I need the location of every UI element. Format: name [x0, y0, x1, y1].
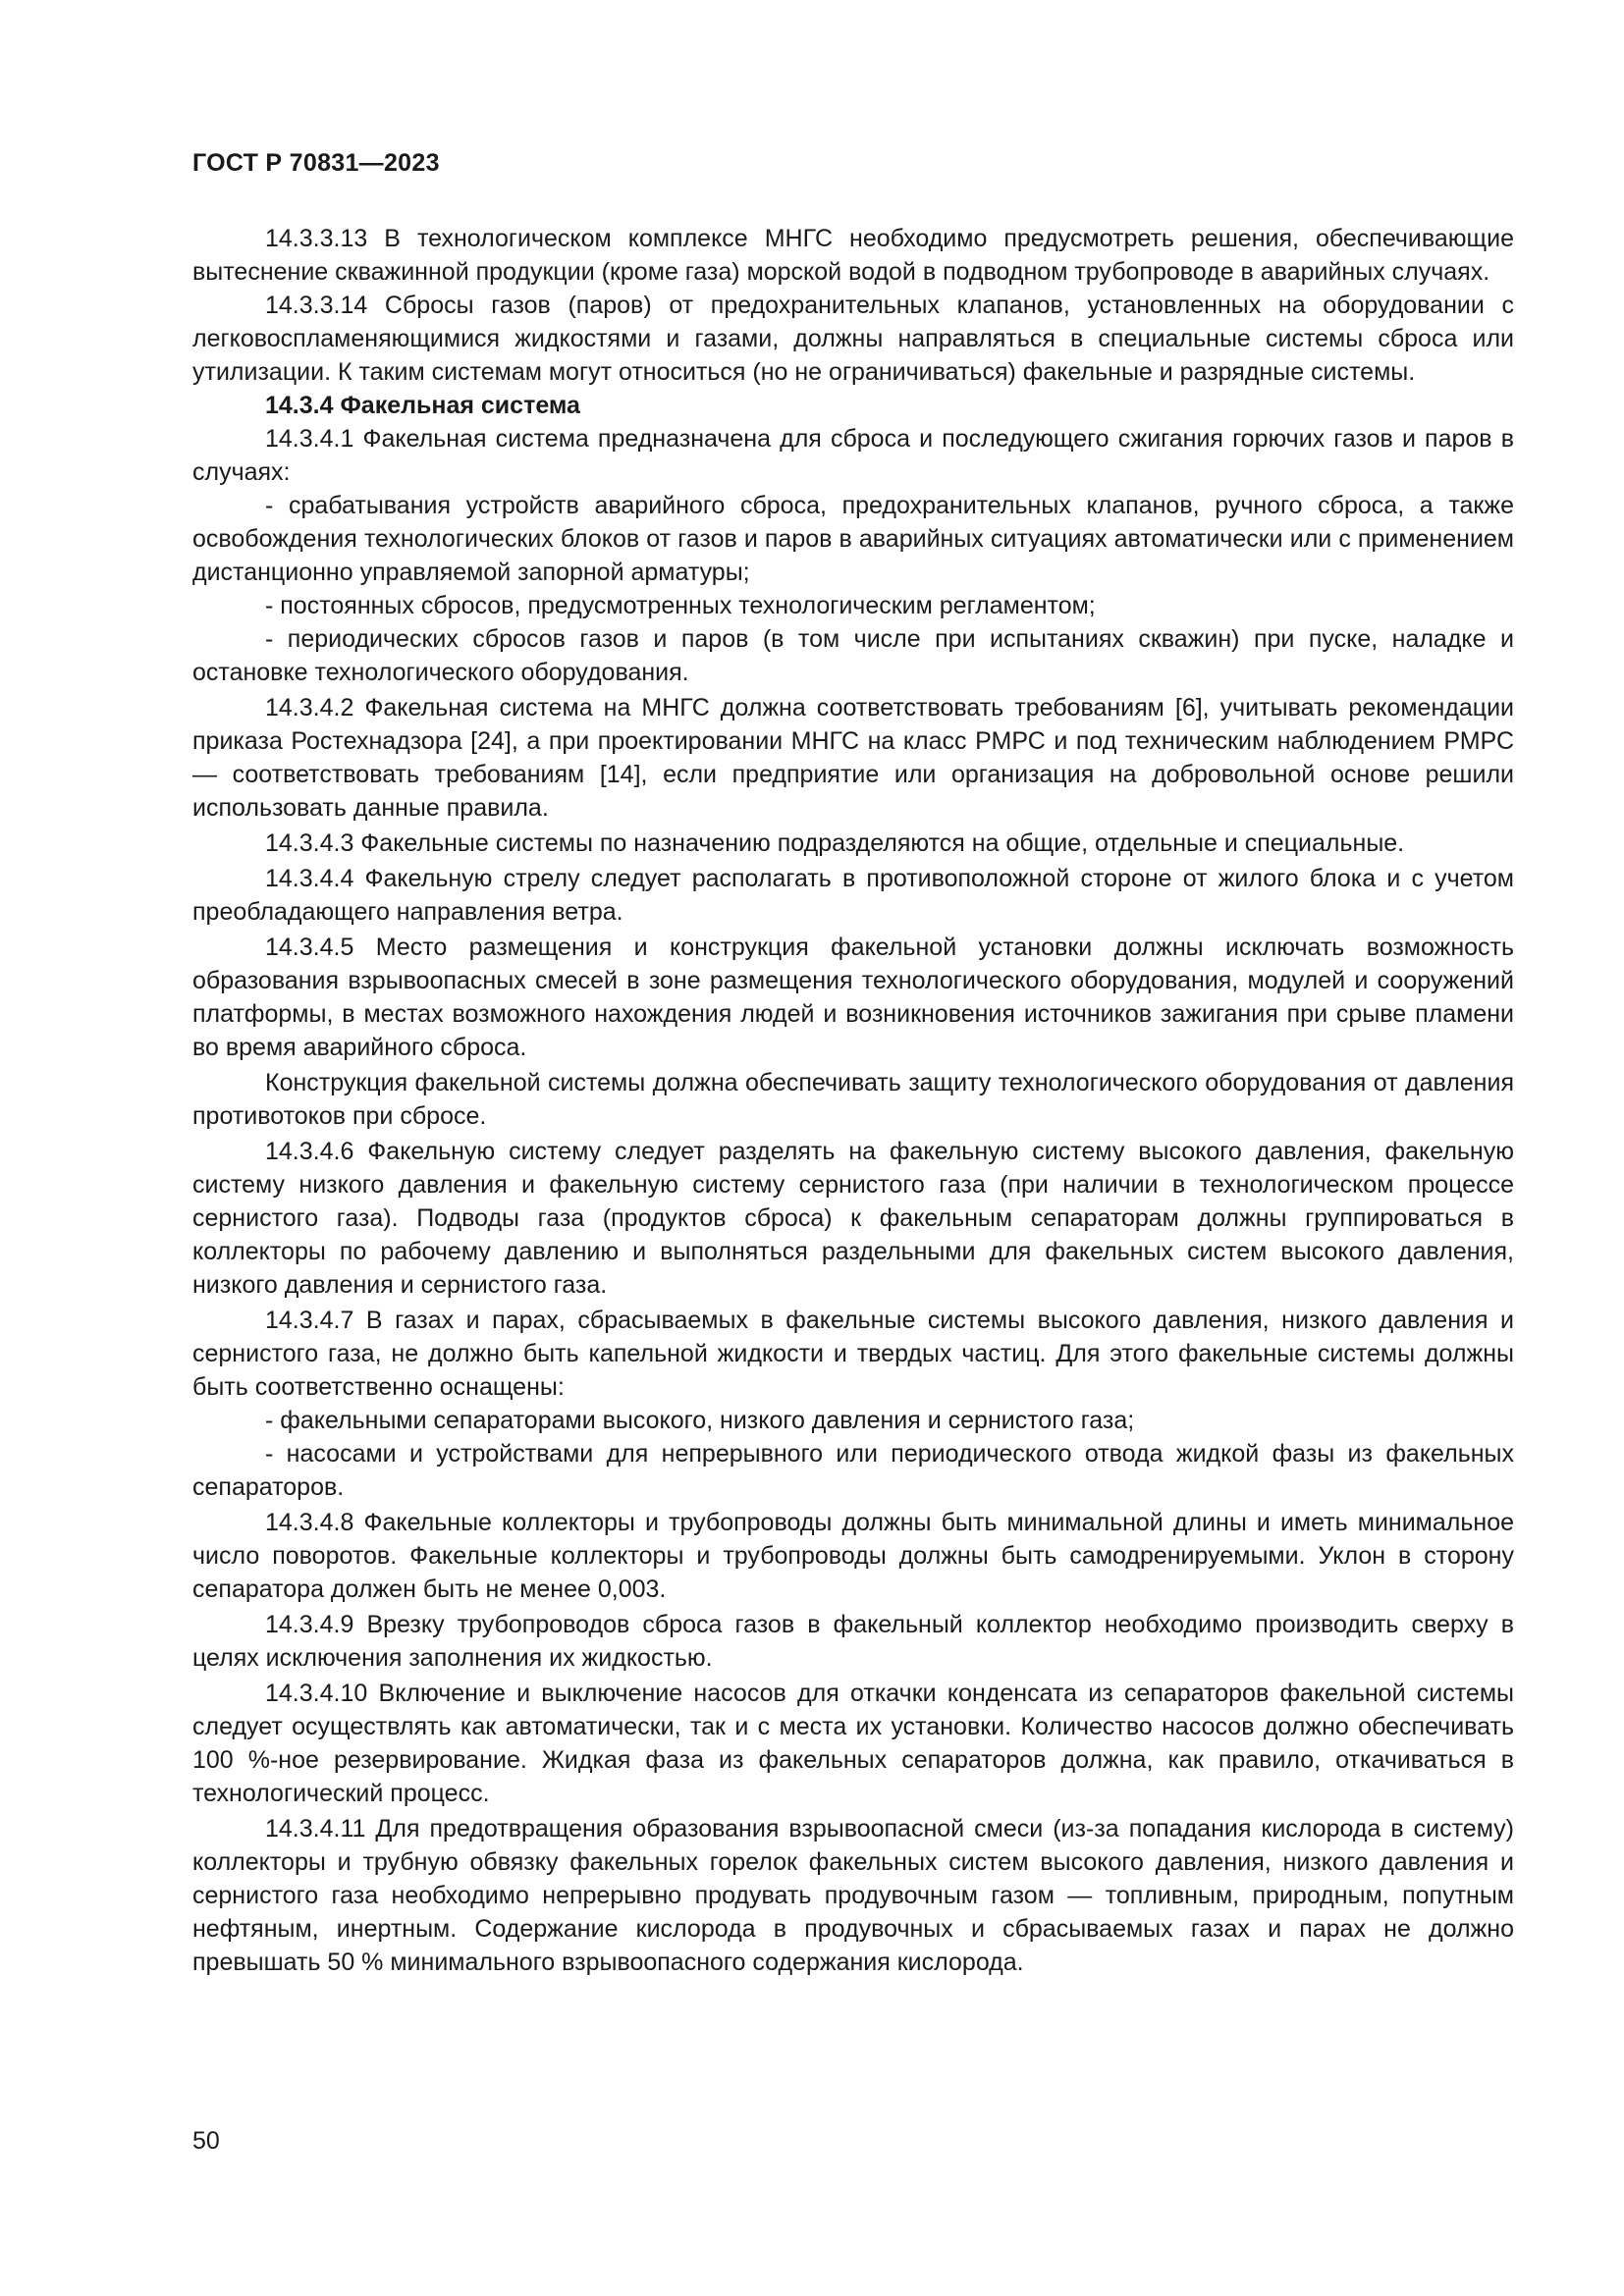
list-item: - факельными сепараторами высокого, низкого давления и сернистого газа; [265, 1407, 1135, 1434]
paragraph-14-3-4-11: 14.3.4.11 Для предотвращения образования взрывоопасной смеси (из-за попадания кислорода в систему) коллекторы и трубную обвязку факельных горелок факельных систем высокого давления, низкого давления и сернистого газа необходимо непрерывно продувать продувочным газом — топливным, природным, попутным нефтяным, инертным. Содержание кислорода в продувочных и сбрасываемых газах и парах не должно превышать 50 % минимального взрывоопасного содержания кислорода. [192, 1815, 1514, 1976]
paragraph-flare-design: Конструкция факельной системы должна обеспечивать защиту технологического оборудования от давления противотоков при сбросе. [192, 1069, 1514, 1130]
paragraph-14-3-4-4: 14.3.4.4 Факельную стрелу следует располагать в противоположной стороне от жилого блока и с учетом преобладающего направления ветра. [192, 865, 1514, 926]
paragraph-14-3-3-14: 14.3.3.14 Сбросы газов (паров) от предохранительных клапанов, установленных на оборудовании с легковоспламеняющимися жидкостями и газами, должны направляться в специальные системы сброса или утилизации. К таким системам могут относиться (но не ограничиваться) факельные и разрядные системы. [192, 292, 1514, 386]
document-body [192, 222, 1514, 1979]
paragraph-14-3-4-7: 14.3.4.7 В газах и парах, сбрасываемых в факельные системы высокого давления, низкого давления и сернистого газа, не должно быть капельной жидкости и твердых частиц. Для этого факельные системы должны быть соответственно оснащены: [192, 1307, 1514, 1401]
paragraph-14-3-4-2: 14.3.4.2 Факельная система на МНГС должна соответствовать требованиям [6], учитывать рекомендации приказа Ростехнадзора [24], а при проектировании МНГС на класс РМРС и под техническим наблюдением РМРС — соответствовать требованиям [14], если предприятие или организация на добровольной основе решили использовать данные правила. [192, 694, 1514, 822]
section-heading-14-3-4: 14.3.4 Факельная система [265, 392, 580, 419]
paragraph-14-3-3-13: 14.3.3.13 В технологическом комплексе МНГС необходимо предусмотреть решения, обеспечивающие вытеснение скважинной продукции (кроме газа) морской водой в подводном трубопроводе в аварийных случаях. [192, 225, 1514, 286]
document-code-header: ГОСТ Р 70831—2023 [192, 149, 440, 177]
paragraph-14-3-4-10: 14.3.4.10 Включение и выключение насосов для откачки конденсата из сепараторов факельной системы следует осуществлять как автоматически, так и с места их установки. Количество насосов должно обеспечивать 100 %-ное резервирование. Жидкая фаза из факельных сепараторов должна, как правило, откачиваться в технологический процесс. [192, 1680, 1514, 1807]
paragraph-14-3-4-3: 14.3.4.3 Факельные системы по назначению подразделяются на общие, отдельные и специальные. [265, 829, 1405, 857]
paragraph-14-3-4-1: 14.3.4.1 Факельная система предназначена для сброса и последующего сжигания горючих газов и паров в случаях: [192, 425, 1514, 486]
list-item: - срабатывания устройств аварийного сброса, предохранительных клапанов, ручного сброса, а также освобождения технологических блоков от газов и паров в аварийных ситуациях автоматически или с применением дистанционно управляемой запорной арматуры; [192, 492, 1514, 586]
list-item: - насосами и устройствами для непрерывного или периодического отвода жидкой фазы из факельных сепараторов. [192, 1440, 1514, 1501]
list-item: - постоянных сбросов, предусмотренных технологическим регламентом; [265, 592, 1096, 619]
paragraph-14-3-4-6: 14.3.4.6 Факельную систему следует разделять на факельную систему высокого давления, факельную систему низкого давления и факельную систему сернистого газа (при наличии в технологическом процессе сернистого газа). Подводы газа (продуктов сброса) к факельным сепараторам должны группироваться в коллекторы по рабочему давлению и выполняться раздельными для факельных систем высокого давления, низкого давления и сернистого газа. [192, 1138, 1514, 1299]
paragraph-14-3-4-9: 14.3.4.9 Врезку трубопроводов сброса газов в факельный коллектор необходимо производить сверху в целях исключения заполнения их жидкостью. [192, 1611, 1514, 1672]
list-item: - периодических сбросов газов и паров (в том числе при испытаниях скважин) при пуске, наладке и остановке технологического оборудования. [192, 625, 1514, 686]
page-number: 50 [192, 2127, 220, 2155]
paragraph-14-3-4-5: 14.3.4.5 Место размещения и конструкция факельной установки должны исключать возможность образования взрывоопасных смесей в зоне размещения технологического оборудования, модулей и сооружений платформы, в местах возможного нахождения людей и возникновения источников зажигания при срыве пламени во время аварийного сброса. [192, 934, 1514, 1061]
paragraph-14-3-4-8: 14.3.4.8 Факельные коллекторы и трубопроводы должны быть минимальной длины и иметь минимальное число поворотов. Факельные коллекторы и трубопроводы должны быть самодренируемыми. Уклон в сторону сепаратора должен быть не менее 0,003. [192, 1509, 1514, 1603]
